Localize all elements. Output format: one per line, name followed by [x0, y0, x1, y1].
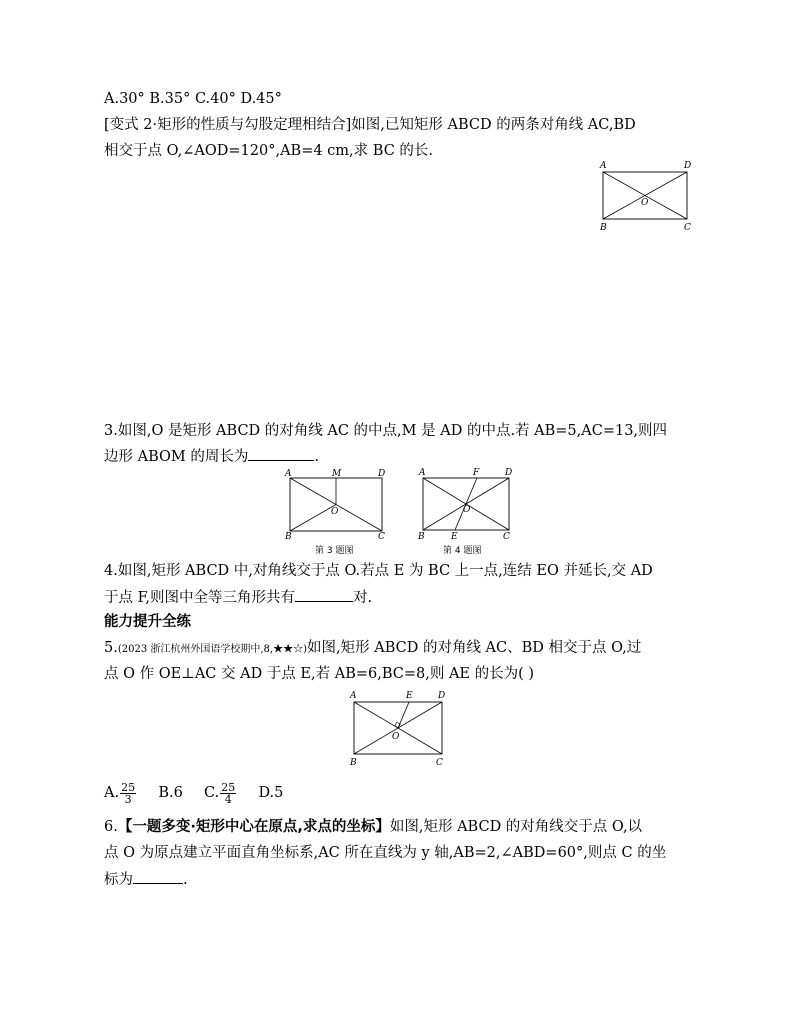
label-A: A — [350, 691, 357, 701]
q5-option-a-numerator: 25 — [121, 780, 136, 794]
label-A: A — [285, 469, 292, 479]
label-O: O — [463, 505, 471, 515]
q3-line1: 3.如图,O 是矩形 ABCD 的对角线 AC 的中点,M 是 AD 的中点.若 AB=5,AC=13,则四 — [104, 423, 668, 439]
label-A: A — [419, 468, 426, 478]
variant2-line1: [变式 2·矩形的性质与勾股定理相结合]如图,已知矩形 ABCD 的两条对角线 AC,BD — [104, 117, 636, 133]
label-C: C — [684, 223, 691, 233]
label-C: C — [436, 758, 443, 768]
label-O: O — [331, 507, 339, 517]
q3-answer-blank — [248, 446, 314, 461]
label-O: O — [392, 732, 400, 742]
label-C: C — [378, 532, 385, 542]
q3-line2 — [104, 446, 319, 467]
q4-line2-end: 对. — [353, 590, 373, 606]
section-title: 能力提升全练 — [104, 614, 191, 630]
q5-source: (2023 浙江杭州外国语学校期中,8,★★☆) — [117, 644, 307, 655]
q5-figure — [346, 688, 448, 768]
q4-line2 — [104, 587, 372, 608]
label-M: M — [332, 469, 342, 479]
q6-line3-text: 标为 — [104, 872, 133, 888]
q5-options — [104, 780, 283, 806]
variant2-line2: 相交于点 O,∠AOD=120°,AB=4 cm,求 BC 的长. — [104, 143, 434, 159]
q5-option-c-numerator: 25 — [221, 780, 236, 794]
q5-option-a-fraction — [120, 782, 136, 805]
prev-question-options: A.30° B.35° C.40° D.45° — [104, 91, 282, 107]
q5-line2: 点 O 作 OE⊥AC 交 AD 于点 E,若 AB=6,BC=8,则 AE 的长为( ) — [104, 666, 535, 682]
q4-line1: 4.如图,矩形 ABCD 中,对角线交于点 O.若点 E 为 BC 上一点,连结 EO 并延长,交 AD — [104, 563, 653, 579]
q5-number: 5. — [104, 640, 118, 656]
q6-line2: 点 O 为原点建立平面直角坐标系,AC 所在直线为 y 轴,AB=2,∠ABD=60°,则点 C 的坐 — [104, 845, 667, 861]
q6-number: 6. — [104, 819, 118, 835]
q5-option-a-label: A. — [104, 785, 120, 801]
q3-line2-text: 边形 ABOM 的周长为 — [104, 449, 249, 465]
label-D: D — [684, 161, 692, 171]
q4-line2-text: 于点 F,则图中全等三角形共有 — [104, 590, 296, 606]
label-E: E — [451, 532, 458, 542]
q4-figure — [415, 464, 517, 542]
label-O: O — [641, 198, 649, 208]
variant2-figure — [596, 160, 696, 234]
q4-answer-blank — [295, 587, 353, 602]
label-C: C — [503, 532, 510, 542]
q6-line1-text: 如图,矩形 ABCD 的对角线交于点 O,以 — [389, 819, 643, 835]
q6-answer-blank — [133, 869, 183, 884]
label-D: D — [378, 469, 386, 479]
q3-figure — [282, 466, 390, 542]
q4-figure-caption: 第 4 题图 — [443, 546, 482, 556]
q3-figure-caption: 第 3 题图 — [315, 546, 354, 556]
q5-option-d: D.5 — [258, 785, 284, 801]
label-B: B — [418, 532, 425, 542]
q5-line1-text: 如图,矩形 ABCD 的对角线 AC、BD 相交于点 O,过 — [307, 640, 642, 656]
q5-option-a-denominator: 3 — [124, 792, 132, 806]
label-B: B — [600, 223, 607, 233]
label-B: B — [350, 758, 357, 768]
label-D: D — [505, 468, 513, 478]
q6-tag: 【一题多变·矩形中心在原点,求点的坐标】 — [117, 819, 390, 835]
q5-option-c-fraction — [220, 782, 236, 805]
q5-line1 — [104, 638, 641, 660]
label-D: D — [438, 691, 446, 701]
label-F: F — [473, 468, 480, 478]
label-B: B — [285, 532, 292, 542]
q3-line2-end: . — [314, 449, 319, 465]
q5-option-c-denominator: 4 — [224, 792, 232, 806]
q5-option-c-label: C. — [204, 785, 220, 801]
label-E: E — [406, 691, 413, 701]
label-A: A — [600, 161, 607, 171]
q5-option-b: B.6 — [158, 785, 183, 801]
q6-line3-end: . — [183, 872, 188, 888]
q6-line3 — [104, 869, 188, 890]
q6-line1 — [104, 817, 642, 837]
